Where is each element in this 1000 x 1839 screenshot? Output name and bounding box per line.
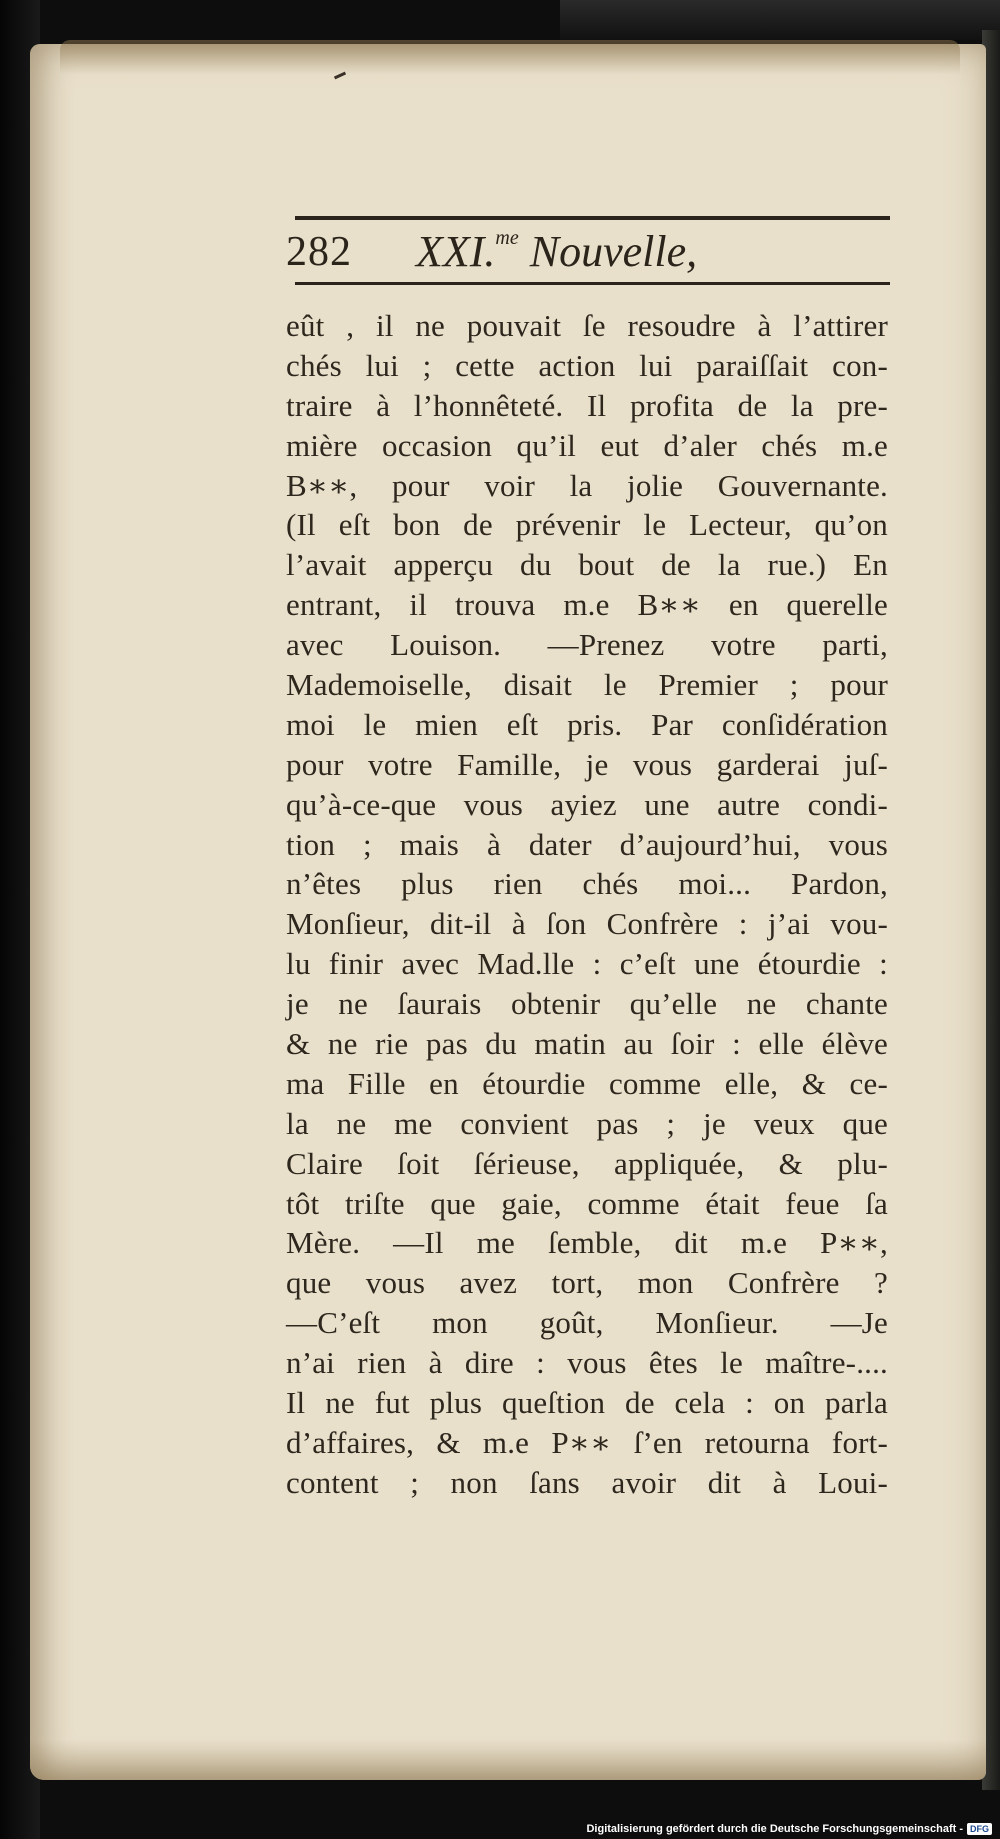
text-line: —C’eſt mon goût, Monſieur. —Je <box>286 1305 888 1341</box>
body-text <box>286 306 888 1503</box>
page-top-stain <box>60 40 960 74</box>
text-line: l’avait apperçu du bout de la rue.) En <box>286 547 888 583</box>
text-line: content ; non ſans avoir dit à Loui- <box>286 1464 888 1500</box>
text-line: Monſieur, dit-il à ſon Confrère : j’ai vou- <box>286 906 888 942</box>
text-line: je ne ſaurais obtenir qu’elle ne chante <box>286 986 888 1022</box>
header-rule-bottom <box>295 282 890 285</box>
text-line: Mère. —Il me ſemble, dit m.e P∗∗, <box>286 1225 888 1261</box>
text-line: chés lui ; cette action lui paraiſſait con- <box>286 347 888 383</box>
chapter-title-numeral: XXI. <box>416 227 496 276</box>
text-line: n’ai rien à dire : vous êtes le maître-.... <box>286 1345 888 1381</box>
chapter-title-word: Nouvelle, <box>518 227 698 276</box>
page-bottom-shadow <box>30 1740 986 1780</box>
text-line: (Il eſt bon de prévenir le Lecteur, qu’on <box>286 507 888 543</box>
text-line: que vous avez tort, mon Confrère ? <box>286 1265 888 1301</box>
text-line: lu finir avec Mad.lle : c’eſt une étourdie : <box>286 946 888 982</box>
text-line: B∗∗, pour voir la jolie Gouvernante. <box>286 467 888 503</box>
text-line: la ne me convient pas ; je veux que <box>286 1105 888 1141</box>
text-line: avec Louison. —Prenez votre parti, <box>286 627 888 663</box>
text-line: tôt triſte que gaie, comme était feue ſa <box>286 1185 888 1221</box>
chapter-title <box>416 226 697 277</box>
running-head <box>286 220 906 282</box>
text-line: qu’à-ce-que vous ayiez une autre condi- <box>286 786 888 822</box>
text-line: Il ne fut plus queſtion de cela : on parla <box>286 1385 888 1421</box>
text-line: moi le mien eſt pris. Par conſidération <box>286 706 888 742</box>
digitization-credit <box>586 1820 992 1838</box>
text-line: Mademoiselle, disait le Premier ; pour <box>286 667 888 703</box>
text-line: tion ; mais à dater d’aujourd’hui, vous <box>286 826 888 862</box>
book-cover-edge <box>560 0 1000 40</box>
text-line: eût , il ne pouvait ſe resoudre à l’attirer <box>286 308 888 343</box>
page-number: 282 <box>286 229 352 275</box>
text-line: d’affaires, & m.e P∗∗ ſ’en retourna fort- <box>286 1424 888 1460</box>
credit-text: Digitalisierung gefördert durch die Deutsche Forschungsgemeinschaft - <box>586 1823 963 1835</box>
text-line: Claire ſoit ſérieuse, appliquée, & plu- <box>286 1145 888 1181</box>
text-line: mière occasion qu’il eut d’aler chés m.e <box>286 427 888 463</box>
dfg-logo: DFG <box>967 1823 992 1835</box>
text-line: & ne rie pas du matin au ſoir : elle élève <box>286 1026 888 1062</box>
text-line: traire à l’honnêteté. Il profita de la pre- <box>286 387 888 423</box>
text-line: ma Fille en étourdie comme elle, & ce- <box>286 1065 888 1101</box>
text-line: entrant, il trouva m.e B∗∗ en querelle <box>286 587 888 623</box>
text-line: n’êtes plus rien chés moi... Pardon, <box>286 866 888 902</box>
chapter-title-superscript: me <box>495 227 519 249</box>
text-line: pour votre Famille, je vous garderai juſ- <box>286 746 888 782</box>
